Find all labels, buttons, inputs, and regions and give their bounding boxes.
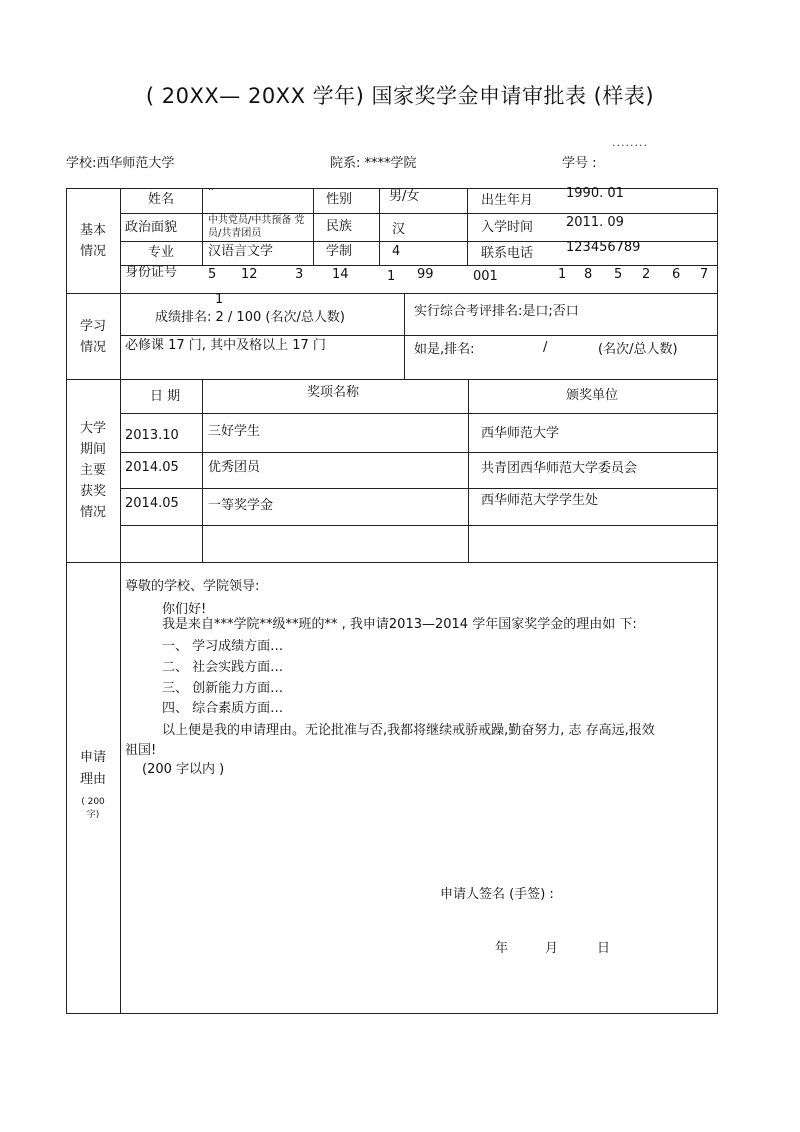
award-name: 优秀团员 (208, 460, 261, 475)
name-value: .. (208, 183, 214, 193)
political-value: 中共党员/中共预备 党员/共青团员 (208, 215, 305, 239)
id-digit: 99 (417, 267, 434, 282)
awards-col-date: 日 期 (150, 389, 181, 404)
letter-intro: 我是来自***学院**级**班的** , 我申请2013—2014 学年国家奖学金的理由如 下: (162, 617, 637, 632)
applicant-signature-label: 申请人签名 (手签) : (440, 887, 554, 902)
id-digit: 5 (614, 267, 623, 282)
award-date: 2013.10 (125, 428, 179, 443)
award-date: 2014.05 (125, 460, 179, 475)
id-digit: 3 (295, 267, 304, 282)
section-reason-label (66, 747, 120, 791)
section-reason-note (66, 796, 120, 822)
letter-closing-line1: 以上便是我的申请理由。无论批准与否,我都将继续戒骄戒躁,勤奋努力, 志 存高远,报效 (162, 723, 655, 738)
ethnicity-value: 汉 (392, 222, 406, 237)
section-reason-note-text: ( 200 字) (81, 797, 105, 820)
section-basic-text: 基本 情况 (79, 223, 106, 259)
rank-superscript: 1 (215, 292, 224, 307)
major-label: 专业 (148, 245, 175, 260)
section-reason-text: 申请 理由 (79, 750, 106, 787)
department-label: 院系: ****学院 (330, 156, 417, 171)
decorative-dots: ........ (612, 136, 648, 149)
awards-col-org: 颁奖单位 (566, 388, 619, 403)
award-org: 西华师范大学 (481, 426, 560, 441)
word-limit-note: (200 字以内 ) (142, 762, 225, 777)
phone-value: 123456789 (566, 240, 641, 255)
rank-unit: (名次/总人数) (598, 342, 678, 357)
id-digit: 1 (558, 267, 567, 282)
date-month: 月 (545, 941, 559, 956)
letter-salutation: 尊敬的学校、学院领导: (125, 579, 260, 594)
section-study-label (66, 316, 120, 358)
id-digit: 1 (387, 269, 396, 284)
gender-value: 男/女 (389, 189, 420, 204)
id-digit: 5 (208, 267, 217, 282)
political-label: 政治面貌 (125, 220, 178, 235)
reason-item: 四、 综合素质方面… (162, 701, 284, 716)
letter-closing-line2: 祖国! (125, 743, 157, 758)
school-label: 学校:西华师范大学 (66, 156, 175, 171)
section-awards-text: 大学 期间 主要 获奖 情况 (79, 421, 106, 520)
phone-label: 联系电话 (481, 246, 534, 261)
rank-slash: / (543, 340, 548, 355)
required-courses: 必修课 17 门, 其中及格以上 17 门 (125, 338, 326, 353)
enroll-value: 2011. 09 (566, 215, 624, 230)
awards-col-name: 奖项名称 (307, 385, 360, 400)
section-awards-label (66, 418, 120, 523)
section-basic-info-label (66, 220, 120, 262)
reason-item: 二、 社会实践方面… (162, 660, 284, 675)
id-digit: 7 (700, 267, 709, 282)
major-value: 汉语言文学 (208, 244, 274, 259)
id-digit: 2 (642, 267, 651, 282)
ethnicity-label: 民族 (326, 219, 353, 234)
reason-item: 三、 创新能力方面… (162, 681, 284, 696)
grade-rank: 成绩排名: 2 / 100 (名次/总人数) (155, 310, 345, 325)
reason-item: 一、 学习成绩方面… (162, 639, 284, 654)
date-day: 日 (597, 941, 611, 956)
name-label: 姓名 (148, 192, 175, 207)
comprehensive-rank: 实行综合考评排名:是口;否口 (414, 304, 579, 319)
award-name: 一等奖学金 (208, 498, 274, 513)
section-study-text: 学习 情况 (79, 319, 106, 355)
id-digit: 6 (672, 267, 681, 282)
birth-label: 出生年月 (481, 193, 534, 208)
award-org: 共青团西华师范大学委员会 (481, 461, 638, 476)
award-name: 三好学生 (208, 424, 261, 439)
id-digit: 001 (473, 269, 498, 284)
birth-value: 1990. 01 (566, 186, 624, 201)
letter-greeting: 你们好! (162, 602, 207, 617)
student-id-label: 学号 : (562, 156, 597, 171)
duration-value: 4 (392, 244, 401, 259)
date-year: 年 (495, 941, 509, 956)
enroll-label: 入学时间 (481, 220, 534, 235)
id-digit: 12 (241, 267, 258, 282)
gender-label: 性别 (326, 192, 353, 207)
duration-label: 学制 (326, 244, 353, 259)
id-digit: 14 (332, 267, 349, 282)
id-number-label: 身份证号 (125, 265, 178, 280)
if-yes-rank-label: 如是,排名: (414, 342, 475, 357)
award-org: 西华师范大学学生处 (481, 493, 599, 508)
id-digit: 8 (584, 267, 593, 282)
award-date: 2014.05 (125, 496, 179, 511)
page-title: ( 20XX— 20XX 学年) 国家奖学金申请审批表 (样表) (145, 84, 655, 108)
